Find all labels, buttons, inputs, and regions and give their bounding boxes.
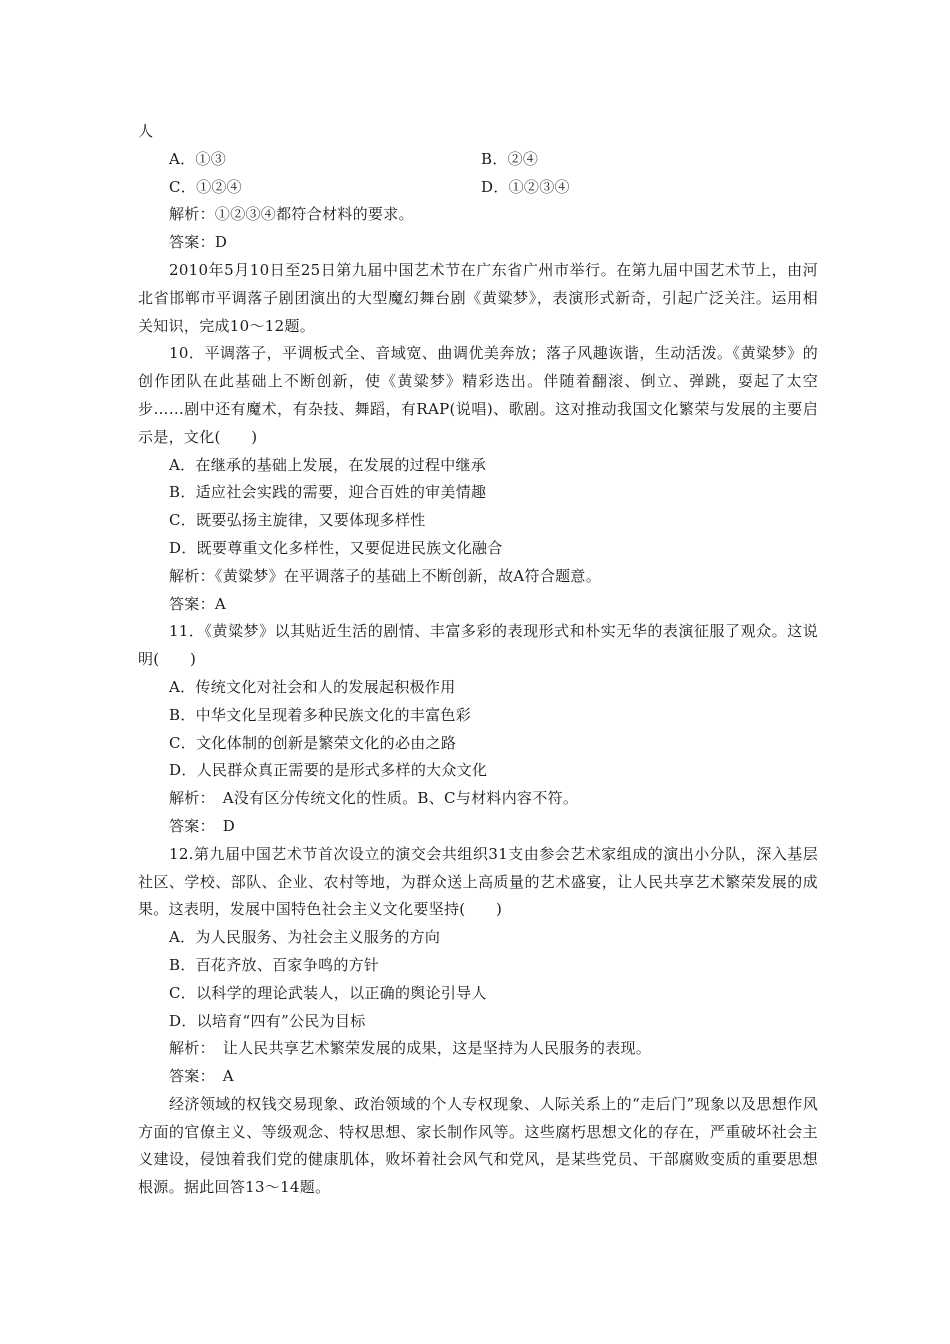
q12-option-d: D．以培育“四有”公民为目标	[169, 1011, 366, 1030]
q9-option-a: A．①③	[169, 149, 227, 168]
q10-analysis: 解析：《黄粱梦》在平调落子的基础上不断创新，故A符合题意。	[169, 566, 602, 585]
q11-stem: 11．《黄粱梦》以其贴近生活的剧情、丰富多彩的表现形式和朴实无华的表演征服了观众。这说明( )	[138, 622, 818, 669]
q9-options-row-2	[138, 174, 818, 202]
q11-option-a: A．传统文化对社会和人的发展起积极作用	[169, 677, 456, 696]
q10-stem: 10．平调落子，平调板式全、音域宽、曲调优美奔放；落子风趣诙谐，生动活泼。《黄粱梦》的创作团队在此基础上不断创新，使《黄粱梦》精彩迭出。伴随着翻滚、倒立、弹跳，耍起了太空步……剧中还有魔术，有杂技、舞蹈，有RAP(说唱)、歌剧。这对推动我国文化繁荣与发展的主要启示是，文化( )	[138, 344, 818, 446]
q9-option-c: C．①②④	[169, 177, 242, 196]
q11-option-d: D．人民群众真正需要的是形式多样的大众文化	[169, 761, 488, 780]
material-1: 2010年5月10日至25日第九届中国艺术节在广东省广州市举行。在第九届中国艺术节上，由河北省邯郸市平调落子剧团演出的大型魔幻舞台剧《黄粱梦》，表演形式新奇，引起广泛关注。运用相关知识，完成10～12题。	[138, 260, 818, 335]
q9-option-b: B．②④	[481, 149, 539, 168]
document-page	[138, 118, 818, 1202]
q9-options-row-1	[138, 146, 818, 174]
q11-answer: 答案： D	[169, 816, 236, 835]
q10-answer: 答案：A	[169, 594, 227, 613]
q11-analysis: 解析： A没有区分传统文化的性质。B、C与材料内容不符。	[169, 789, 579, 808]
material-2: 经济领域的权钱交易现象、政治领域的个人专权现象、人际关系上的“走后门”现象以及思想作风方面的官僚主义、等级观念、特权思想、家长制作风等。这些腐朽思想文化的存在，严重破坏社会主义建设，侵蚀着我们党的健康肌体，败坏着社会风气和党风，是某些党员、干部腐败变质的重要思想根源。据此回答13～14题。	[138, 1094, 818, 1197]
q11-option-c: C．文化体制的创新是繁荣文化的必由之路	[169, 733, 457, 752]
q11-option-b: B．中华文化呈现着多种民族文化的丰富色彩	[169, 705, 472, 724]
q9-answer: 答案：D	[169, 233, 228, 252]
q12-answer: 答案： A	[169, 1067, 234, 1086]
q12-option-c: C．以科学的理论武装人，以正确的舆论引导人	[169, 983, 487, 1002]
continued-text: 人	[138, 122, 154, 140]
q12-stem: 12.第九届中国艺术节首次设立的演交会共组织31支由参会艺术家组成的演出小分队，深入基层社区、学校、部队、企业、农村等地，为群众送上高质量的艺术盛宴，让人民共享艺术繁荣发展的成果。这表明，发展中国特色社会主义文化要坚持( )	[138, 844, 818, 919]
q10-option-c: C．既要弘扬主旋律，又要体现多样性	[169, 511, 426, 530]
q9-option-d: D．①②③④	[481, 177, 570, 196]
q12-analysis: 解析： 让人民共享艺术繁荣发展的成果，这是坚持为人民服务的表现。	[169, 1039, 652, 1058]
q9-analysis: 解析：①②③④都符合材料的要求。	[169, 205, 414, 224]
q10-option-d: D．既要尊重文化多样性，又要促进民族文化融合	[169, 538, 503, 557]
q12-option-b: B．百花齐放、百家争鸣的方针	[169, 955, 380, 974]
q10-option-a: A．在继承的基础上发展，在发展的过程中继承	[169, 455, 487, 474]
q12-option-a: A．为人民服务、为社会主义服务的方向	[169, 928, 441, 947]
q10-option-b: B．适应社会实践的需要，迎合百姓的审美情趣	[169, 483, 487, 502]
